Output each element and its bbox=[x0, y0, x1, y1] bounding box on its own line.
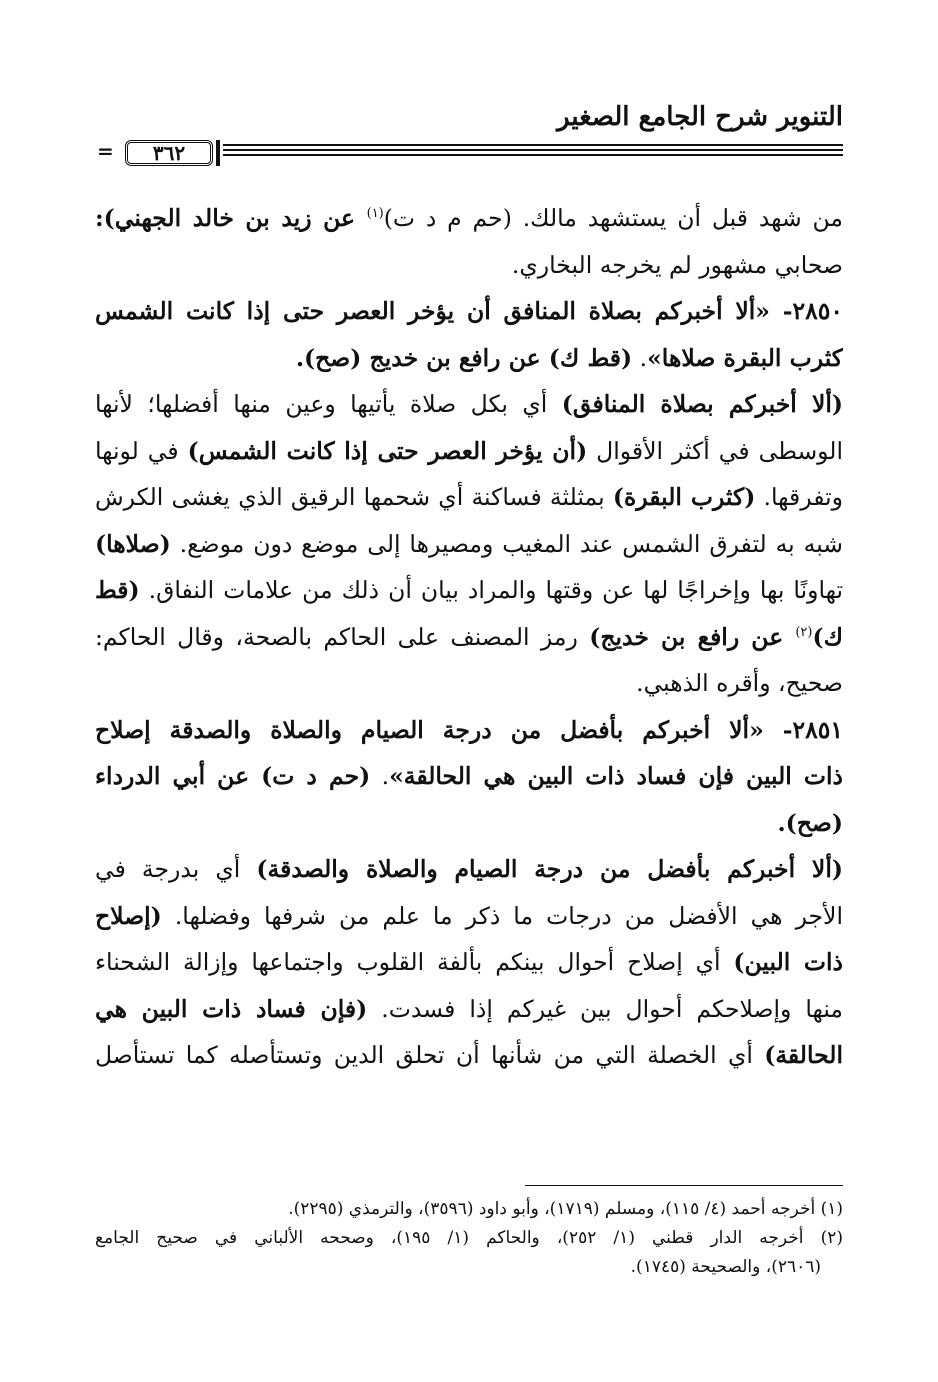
bold-segment: ك) bbox=[812, 622, 843, 651]
text-segment: من شهد قبل أن يستشهد مالك. (حم م د ت) bbox=[383, 204, 843, 232]
footnote-separator bbox=[525, 1185, 843, 1186]
text-line bbox=[95, 846, 843, 893]
text-line bbox=[95, 1032, 843, 1079]
text-line bbox=[95, 753, 843, 800]
text-line bbox=[95, 195, 843, 242]
footnotes bbox=[95, 1195, 843, 1282]
text-segment: . bbox=[370, 762, 390, 790]
book-page bbox=[95, 95, 843, 1345]
bold-segment: (فإن فساد ذات البين هي bbox=[95, 994, 368, 1023]
bold-segment: (قط ك) عن رافع بن خديج (صح). bbox=[295, 343, 633, 372]
page-header bbox=[95, 95, 843, 165]
bold-segment: كثرب البقرة صلاها» bbox=[647, 343, 843, 372]
bold-segment: (ألا أخبركم بصلاة المنافق) bbox=[561, 390, 843, 418]
bold-segment: (حم د ت) عن أبي الدرداء bbox=[95, 762, 371, 790]
bold-segment: ٢٨٥١- «ألا أخبركم بأفضل من درجة الصيام والصلاة والصدقة إصلاح bbox=[95, 715, 843, 744]
text-segment: أي بدرجة في bbox=[95, 855, 257, 883]
text-segment: . bbox=[632, 343, 648, 372]
text-segment: رمز المصنف على الحاكم بالصحة، وقال الحاكم: bbox=[95, 622, 590, 651]
text-line bbox=[95, 335, 843, 382]
text-segment: وتفرقها. bbox=[755, 483, 843, 511]
bold-segment: (ألا أخبركم بأفضل من درجة الصيام والصلاة والصدقة) bbox=[256, 855, 843, 883]
text-line bbox=[95, 474, 843, 521]
bold-segment: عن رافع بن خديج) bbox=[589, 622, 796, 651]
text-segment: صحابي مشهور لم يخرجه البخاري. bbox=[511, 250, 843, 279]
bold-segment: (إصلاح bbox=[95, 901, 162, 930]
bold-segment: (كثرب البقرة) bbox=[612, 483, 756, 511]
text-line bbox=[95, 567, 843, 614]
text-line bbox=[95, 242, 843, 289]
text-line bbox=[95, 614, 843, 661]
page-number: ٣٦٢ bbox=[125, 140, 213, 166]
text-line bbox=[95, 660, 843, 707]
text-line bbox=[95, 521, 843, 568]
main-text bbox=[95, 195, 843, 1079]
text-segment: منها وإصلاحكم أحوال بين غيركم إذا فسدت. bbox=[367, 994, 843, 1023]
bold-segment: (قط bbox=[95, 576, 140, 604]
text-line bbox=[95, 800, 843, 847]
footnote-ref: (١) bbox=[366, 206, 384, 222]
header-rule-line bbox=[223, 154, 843, 156]
text-line bbox=[95, 381, 843, 428]
text-segment: أي الخصلة التي من شأنها أن تحلق الدين وتستأصله كما تستأصل bbox=[95, 1041, 765, 1069]
text-segment: تهاونًا بها وإخراجًا لها عن وقتها والمراد بيان أن ذلك من علامات النفاق. bbox=[139, 576, 843, 604]
text-segment: الأجر هي الأفضل من درجات ما ذكر ما علم من شرفها وفضلها. bbox=[161, 901, 843, 930]
bold-segment: (صلاها) bbox=[95, 529, 171, 558]
text-line bbox=[95, 939, 843, 986]
footnote-line: (١) أخرجه أحمد (٤/ ١١٥)، ومسلم (١٧١٩)، وأبو داود (٣٥٩٦)، والترمذي (٢٢٩٥). bbox=[288, 1199, 843, 1219]
bold-segment: ٢٨٥٠- «ألا أخبركم بصلاة المنافق أن يؤخر العصر حتى إذا كانت الشمس bbox=[95, 297, 843, 325]
bold-segment: (صح). bbox=[777, 808, 843, 837]
text-segment: بمثلثة فساكنة أي شحمها الرقيق الذي يغشى الكرش bbox=[95, 483, 613, 511]
header-rule bbox=[95, 139, 843, 165]
bold-segment: عن زيد بن خالد الجهني): bbox=[95, 204, 367, 232]
text-segment: صحيح، وأقره الذهبي. bbox=[636, 669, 843, 697]
bold-segment: ذات البين) bbox=[733, 948, 843, 976]
running-title: التنوير شرح الجامع الصغير bbox=[557, 102, 843, 132]
header-rule-line bbox=[223, 144, 843, 146]
header-rule-line bbox=[223, 149, 843, 151]
text-line bbox=[95, 986, 843, 1033]
bold-segment: ذات البين فإن فساد ذات البين هي الحالقة» bbox=[389, 762, 843, 790]
text-segment: في لونها bbox=[95, 436, 188, 465]
text-line bbox=[95, 288, 843, 335]
footnote-line: (٢) أخرجه الدار قطني (١/ ٢٥٢)، والحاكم (١/ ١٩٥)، وصححه الألباني في صحيح الجامع bbox=[95, 1228, 843, 1248]
footnote-ref: (٢) bbox=[795, 624, 813, 640]
text-segment: الوسطى في أكثر الأقوال bbox=[587, 436, 843, 465]
text-line bbox=[95, 428, 843, 475]
text-segment: أي بكل صلاة يأتيها وعين منها أفضلها؛ لأنها bbox=[95, 390, 562, 418]
text-segment: شبه به لتفرق الشمس عند المغيب ومصيرها إلى موضع دون موضع. bbox=[170, 529, 843, 558]
page-number-frame-stub bbox=[216, 140, 220, 166]
header-mark: = bbox=[97, 139, 114, 163]
text-line bbox=[95, 707, 843, 754]
footnote-line: (٢٦٠٦)، والصحيحة (١٧٤٥). bbox=[630, 1257, 821, 1277]
text-line bbox=[95, 893, 843, 940]
text-segment: أي إصلاح أحوال بينكم بألفة القلوب واجتماعها وإزالة الشحناء bbox=[95, 948, 734, 976]
bold-segment: الحالقة) bbox=[764, 1041, 843, 1069]
bold-segment: (أن يؤخر العصر حتى إذا كانت الشمس) bbox=[187, 436, 588, 465]
